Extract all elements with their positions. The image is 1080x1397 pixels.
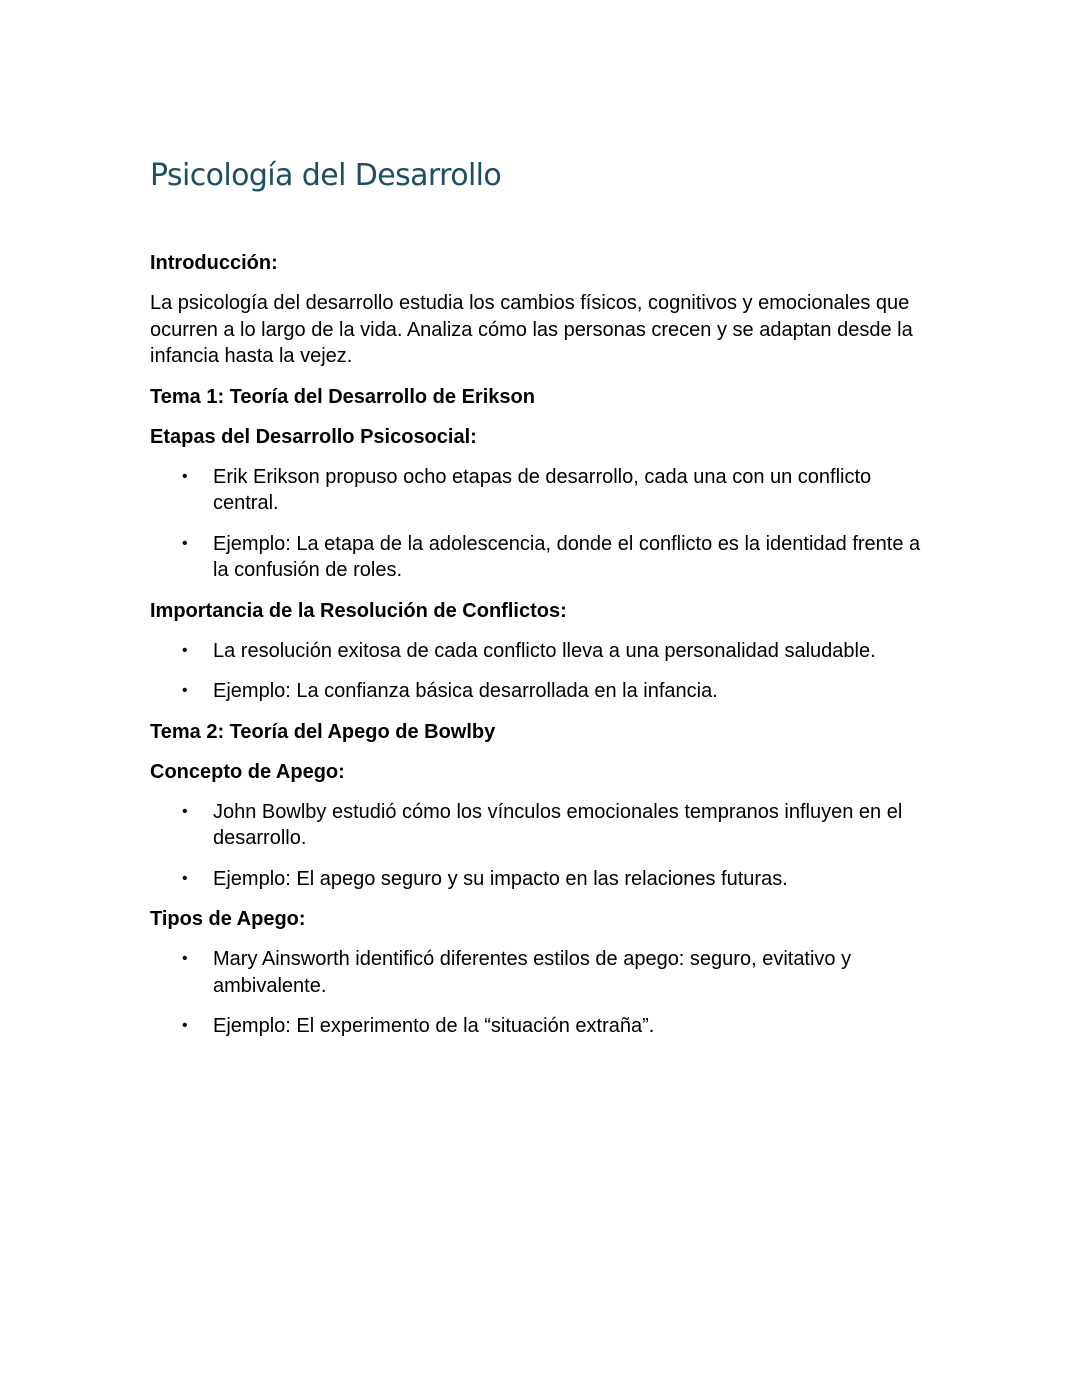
subheading-importancia: Importancia de la Resolución de Conflictos: — [150, 599, 567, 622]
list-item-text: Erik Erikson propuso ocho etapas de desarrollo, cada una con un conflicto central. — [213, 465, 872, 514]
bullet-list-importancia — [150, 638, 940, 705]
list-item — [150, 678, 940, 705]
bullet-icon: • — [182, 467, 188, 485]
bullet-list-etapas — [150, 464, 940, 584]
bullet-list-tipos — [150, 946, 940, 1040]
bullet-icon: • — [182, 682, 188, 699]
section-heading-introduccion: Introducción: — [150, 252, 278, 274]
bullet-icon: • — [182, 802, 188, 820]
subheading-etapas: Etapas del Desarrollo Psicosocial: — [150, 425, 477, 448]
list-item-text: Ejemplo: El apego seguro y su impacto en las relaciones futuras. — [213, 867, 788, 890]
bullet-icon: • — [182, 534, 188, 552]
list-item — [150, 866, 940, 893]
document-body — [150, 250, 940, 1054]
list-item — [150, 531, 940, 584]
list-item — [150, 1013, 940, 1040]
list-item — [150, 638, 940, 665]
topic-heading-bowlby: Tema 2: Teoría del Apego de Bowlby — [150, 720, 496, 743]
subheading-concepto: Concepto de Apego: — [150, 760, 345, 783]
list-item-text: John Bowlby estudió cómo los vínculos emocionales tempranos influyen en el desarrollo. — [213, 800, 903, 849]
list-item-text: La resolución exitosa de cada conflicto lleva a una personalidad saludable. — [213, 639, 876, 662]
list-item-text: Mary Ainsworth identificó diferentes estilos de apego: seguro, evitativo y ambivalente. — [213, 948, 852, 997]
bullet-icon: • — [182, 869, 188, 887]
list-item — [150, 799, 940, 852]
bullet-icon: • — [182, 641, 188, 659]
list-item-text: Ejemplo: La confianza básica desarrollada en la infancia. — [213, 680, 718, 702]
list-item-text: Ejemplo: La etapa de la adolescencia, donde el conflicto es la identidad frente a la confusión de roles. — [213, 532, 921, 581]
list-item-text: Ejemplo: El experimento de la “situación extraña”. — [213, 1015, 655, 1037]
bullet-icon: • — [182, 1017, 188, 1034]
intro-paragraph: La psicología del desarrollo estudia los cambios físicos, cognitivos y emocionales que ocurren a lo largo de la vida. Analiza cómo las personas crecen y se adaptan desde la infancia hasta la vejez. — [150, 292, 913, 367]
bullet-list-concepto — [150, 799, 940, 893]
topic-heading-erikson: Tema 1: Teoría del Desarrollo de Erikson — [150, 385, 535, 408]
document-title: Psicología del Desarrollo — [150, 158, 502, 193]
bullet-icon: • — [182, 950, 188, 967]
list-item — [150, 946, 940, 999]
subheading-tipos: Tipos de Apego: — [150, 908, 306, 930]
list-item — [150, 464, 940, 517]
